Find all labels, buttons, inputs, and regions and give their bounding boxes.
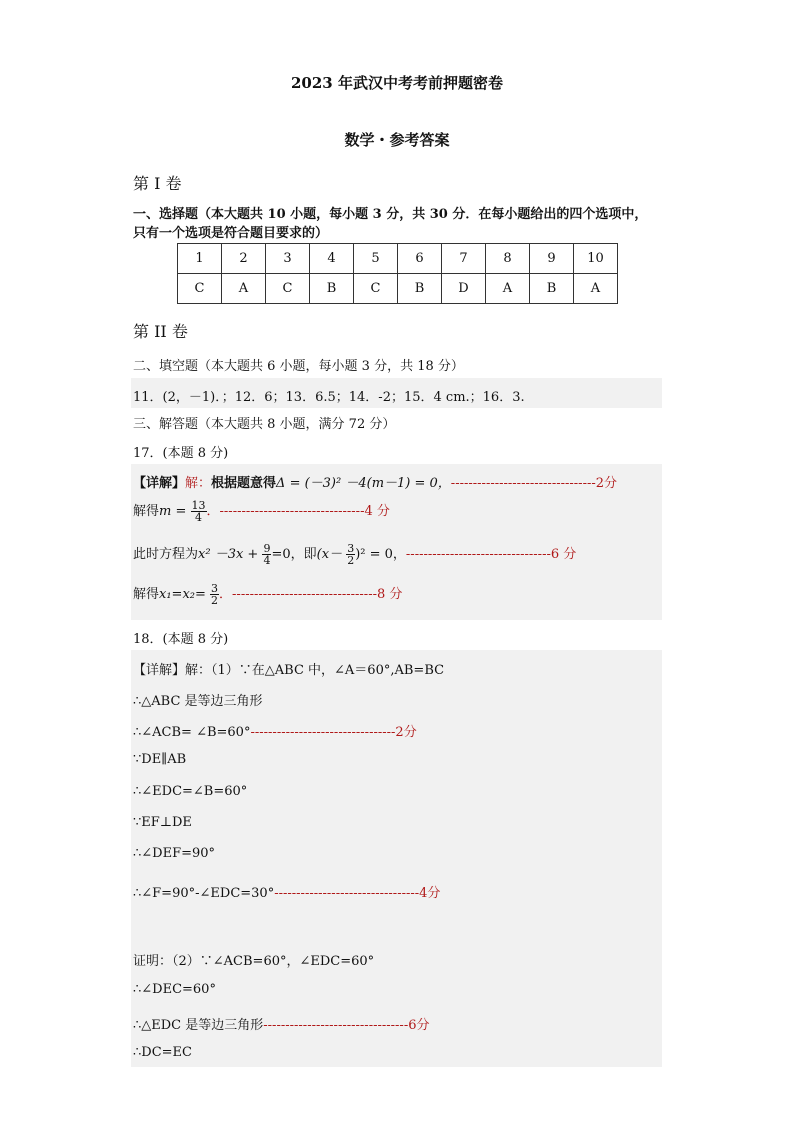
q17-line1-eq: Δ = (－3)² －4(m－1) = 0， — [276, 476, 451, 491]
score-marker: ．---------------------------------8 分 — [219, 587, 403, 602]
fraction — [210, 583, 219, 606]
q18-line: ∴∠DEF=90° — [133, 846, 216, 861]
q17-title: 17．(本题 8 分) — [133, 446, 229, 461]
table-cell: 8 — [486, 244, 530, 274]
choice-section-header-line1: 一、选择题（本大题共 10 小题，每小题 3 分，共 30 分．在每小题给出的四个选项中， — [133, 207, 648, 222]
q17-line1-text: 根据题意得 — [211, 476, 277, 491]
q18-line: 【详解】解：（1）∵在△ABC 中，∠A＝60°,AB=BC — [133, 663, 445, 678]
table-row-numbers — [178, 244, 618, 274]
fraction-denominator: 2 — [211, 594, 219, 607]
q17-line3-eq-c: (x－ — [316, 547, 343, 562]
detail-tag: 【详解】 — [133, 476, 186, 491]
table-cell: 1 — [178, 244, 222, 274]
q18-line: ∴DC=EC — [133, 1045, 192, 1060]
table-cell: C — [266, 274, 310, 304]
document-title: 2023 年武汉中考考前押题密卷 — [291, 74, 503, 92]
table-cell: 3 — [266, 244, 310, 274]
q17-line4-eq: x₁=x₂= — [159, 587, 206, 602]
q17-line3-eq-a: x² －3x + — [198, 547, 259, 562]
fraction-numerator: 9 — [263, 542, 271, 555]
q17-line1 — [133, 472, 617, 491]
q17-line3-eq-d: )² = 0， — [355, 547, 406, 562]
table-cell: C — [354, 274, 398, 304]
q17-line4 — [133, 583, 402, 606]
score-marker: ---------------------------------4分 — [274, 886, 441, 901]
q18-line-edc — [133, 1014, 430, 1033]
fill-section-header: 二、填空题（本大题共 6 小题，每小题 3 分，共 18 分） — [133, 359, 464, 374]
q18-line: ∴∠DEC=60° — [133, 982, 216, 997]
q18-line: ∴△ABC 是等边三角形 — [133, 694, 263, 709]
fraction-numerator: 13 — [191, 499, 206, 512]
fraction-denominator: 2 — [347, 554, 355, 567]
score-marker: ---------------------------------2分 — [450, 476, 618, 491]
table-cell: B — [530, 274, 574, 304]
table-cell: D — [442, 274, 486, 304]
table-cell: B — [398, 274, 442, 304]
fraction — [191, 500, 207, 523]
table-cell: 6 — [398, 244, 442, 274]
choice-section-header-line2: 只有一个选项是符合题目要求的） — [133, 226, 329, 241]
q18-line-acb — [133, 721, 417, 740]
table-cell: 10 — [574, 244, 618, 274]
q17-line3 — [133, 543, 576, 566]
table-cell: 7 — [442, 244, 486, 274]
score-marker: ---------------------------------2分 — [250, 725, 417, 740]
document-subtitle: 数学・参考答案 — [344, 131, 450, 149]
q18-title: 18．(本题 8 分) — [133, 632, 229, 647]
table-cell: B — [310, 274, 354, 304]
q18-line-f — [133, 882, 440, 901]
q18-line-text: ∴∠F=90°-∠EDC=30° — [133, 886, 275, 901]
choice-answer-table — [177, 243, 618, 304]
table-cell: A — [486, 274, 530, 304]
fraction-denominator: 4 — [263, 554, 271, 567]
table-cell: 2 — [222, 244, 266, 274]
q17-line2 — [133, 500, 390, 523]
part2-label: 第 II 卷 — [133, 322, 188, 341]
q18-line: ∴∠EDC=∠B=60° — [133, 784, 248, 799]
solve-section-header: 三、解答题（本大题共 8 小题，满分 72 分） — [133, 417, 396, 432]
score-marker: ---------------------------------6 分 — [405, 547, 577, 562]
table-cell: C — [178, 274, 222, 304]
q17-line3-eq-b: =0，即 — [271, 547, 317, 562]
q18-line-text: ∴∠ACB= ∠B=60° — [133, 725, 251, 740]
score-marker: ---------------------------------6分 — [263, 1018, 430, 1033]
part1-label: 第 I 卷 — [133, 174, 182, 193]
q18-line: ∵DE∥AB — [133, 752, 187, 767]
table-cell: 5 — [354, 244, 398, 274]
table-cell: A — [574, 274, 618, 304]
solution-prefix: 解： — [185, 476, 212, 491]
table-cell: A — [222, 274, 266, 304]
q18-line: 证明：（2）∵∠ACB=60°，∠EDC=60° — [133, 954, 375, 969]
q18-line: ∵EF⊥DE — [133, 815, 192, 830]
score-marker: ．---------------------------------4 分 — [206, 504, 390, 519]
fraction-numerator: 3 — [211, 582, 219, 595]
q18-line-text: ∴△EDC 是等边三角形 — [133, 1018, 264, 1033]
table-cell: 9 — [530, 244, 574, 274]
q17-line2-pre: 解得 — [133, 504, 160, 519]
fraction-numerator: 3 — [347, 542, 355, 555]
fraction — [346, 543, 355, 566]
fill-answers: 11．(2，－1)．；12．6；13．6.5；14．-2；15．4 cm.；16．3. — [133, 390, 525, 405]
q17-line4-pre: 解得 — [133, 587, 160, 602]
q17-line2-var: m = — [159, 504, 187, 519]
q17-line3-pre: 此时方程为 — [133, 547, 199, 562]
table-cell: 4 — [310, 244, 354, 274]
table-row-answers — [178, 274, 618, 304]
fraction-denominator: 4 — [195, 511, 203, 524]
